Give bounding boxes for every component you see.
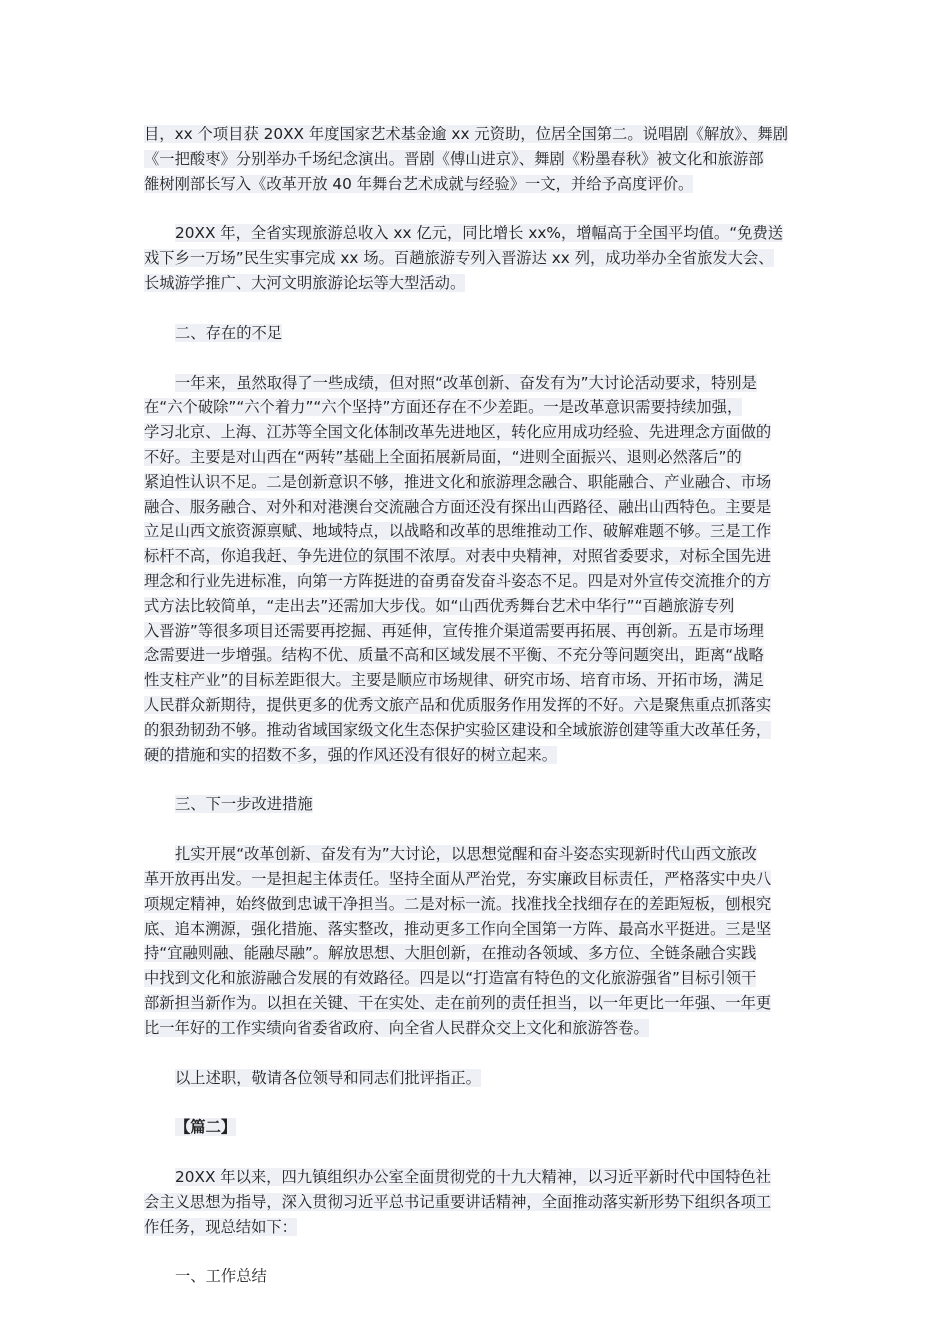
text-line: 项规定精神，始终做到忠诚干净担当。二是对标一流。找准找全找细存在的差距短板，刨根究 <box>144 894 772 913</box>
text-line: 比一年好的工作实绩向省委省政府、向全省人民群众交上文化和旅游答卷。 <box>144 1018 649 1037</box>
text-line: 扎实开展“改革创新、奋发有为”大讨论，以思想觉醒和奋斗姿态实现新时代山西文旅改 <box>175 845 757 864</box>
paragraph-shortcomings <box>144 371 812 768</box>
text-line: 长城游学推广、大河文明旅游论坛等大型活动。 <box>144 273 466 292</box>
text-line: 革开放再出发。一是担起主体责任。坚持全面从严治党，夯实廉政目标责任，严格落实中央八 <box>144 869 772 888</box>
text-line: 的狠劲韧劲不够。推动省域国家级文化生态保护实验区建设和全域旅游创建等重大改革任务， <box>144 720 772 739</box>
closing-remark: 以上述职，敬请各位领导和同志们批评指正。 <box>175 1068 481 1087</box>
text-line: 不好。主要是对山西在“两转”基础上全面拓展新局面，“进则全面振兴、退则必然落后”的 <box>144 447 742 466</box>
text-line: 理念和行业先进标准，向第一方阵挺进的奋勇奋发奋斗姿态不足。四是对外宣传交流推介的方 <box>144 571 772 590</box>
text-line: 作任务，现总结如下： <box>144 1217 297 1236</box>
text-line: 20XX 年以来，四九镇组织办公室全面贯彻党的十九大精神，以习近平新时代中国特色社 <box>175 1168 771 1187</box>
text-line: 标杆不高，你追我赶、争先进位的氛围不浓厚。对表中央精神，对照省委要求，对标全国先进 <box>144 547 772 566</box>
text-line: 底、追本溯源，强化措施、落实整改，推动更多工作向全国第一方阵、最高水平挺进。三是坚 <box>144 919 772 938</box>
text-line: 融合、服务融合、对外和对港澳台交流融合方面还没有探出山西路径、融出山西特色。主要是 <box>144 497 772 516</box>
text-line: 一年来，虽然取得了一些成绩，但对照“改革创新、奋发有为”大讨论活动要求，特别是 <box>175 373 757 392</box>
text-line: 目，xx 个项目获 20XX 年度国家艺术基金逾 xx 元资助，位居全国第二。说唱剧《解放》、舞剧 <box>144 125 788 143</box>
text-line: 紧迫性认识不足。二是创新意识不够，推进文化和旅游理念融合、职能融合、产业融合、市场 <box>144 472 772 491</box>
text-line: 人民群众新期待，提供更多的优秀文旅产品和优质服务作用发挥的不好。六是聚焦重点抓落实 <box>144 695 772 714</box>
paragraph-part-two-intro <box>144 1165 812 1239</box>
text-line: 学习北京、上海、江苏等全国文化体制改革先进地区，转化应用成功经验、先进理念方面做的 <box>144 423 772 442</box>
text-line: 入晋游”等很多项目还需要再挖掘、再延伸，宣传推介渠道需要再拓展、再创新。五是市场理 <box>144 621 764 640</box>
part-two-title: 【篇二】 <box>175 1118 237 1137</box>
text-line: 硬的措施和实的招数不多，强的作风还没有很好的树立起来。 <box>144 745 558 764</box>
text-line: 戏下乡一万场”民生实事完成 xx 场。百趟旅游专列入晋游达 xx 列，成功举办全省旅发大会、 <box>144 249 774 268</box>
text-line: 中找到文化和旅游融合发展的有效路径。四是以“打造富有特色的文化旅游强省”目标引领干 <box>144 969 757 988</box>
text-line: 念需要进一步增强。结构不优、质量不高和区域发展不平衡、不充分等问题突出，距离“战略 <box>144 646 764 665</box>
text-line: 20XX 年，全省实现旅游总收入 xx 亿元，同比增长 xx%，增幅高于全国平均值。“免费送 <box>175 224 784 243</box>
section-heading-work-summary: 一、工作总结 <box>175 1267 267 1286</box>
paragraph-measures <box>144 842 812 1040</box>
text-line: 部新担当新作为。以担在关键、干在实处、走在前列的责任担当，以一年更比一年强、一年更 <box>144 993 772 1012</box>
text-line: 《一把酸枣》分别举办千场纪念演出。晋剧《傅山进京》、舞剧《粉墨春秋》被文化和旅游部 <box>144 149 764 168</box>
text-line: 性支柱产业”的目标差距很大。主要是顺应市场规律、研究市场、培育市场、开拓市场，满足 <box>144 671 764 690</box>
text-line: 雒树刚部长写入《改革开放 40 年舞台艺术成就与经验》一文，并给予高度评价。 <box>144 174 694 193</box>
text-line: 持“宜融则融、能融尽融”。解放思想、大胆创新，在推动各领域、多方位、全链条融合实践 <box>144 944 757 963</box>
section-heading-measures: 三、下一步改进措施 <box>175 795 313 814</box>
text-line: 会主义思想为指导，深入贯彻习近平总书记重要讲话精神，全面推动落实新形势下组织各项工 <box>144 1192 772 1211</box>
text-line: 在“六个破除”“六个着力”“六个坚持”方面还存在不少差距。一是改革意识需要持续加强， <box>144 398 743 417</box>
paragraph-tourism-income <box>144 221 812 295</box>
text-line: 式方法比较简单，“走出去”还需加大步伐。如“山西优秀舞台艺术中华行”“百趟旅游专列 <box>144 596 735 615</box>
text-line: 立足山西文旅资源禀赋、地域特点，以战略和改革的思维推动工作、破解难题不够。三是工作 <box>144 522 772 541</box>
paragraph-art-achievements <box>144 122 812 196</box>
section-heading-shortcomings: 二、存在的不足 <box>175 323 283 342</box>
